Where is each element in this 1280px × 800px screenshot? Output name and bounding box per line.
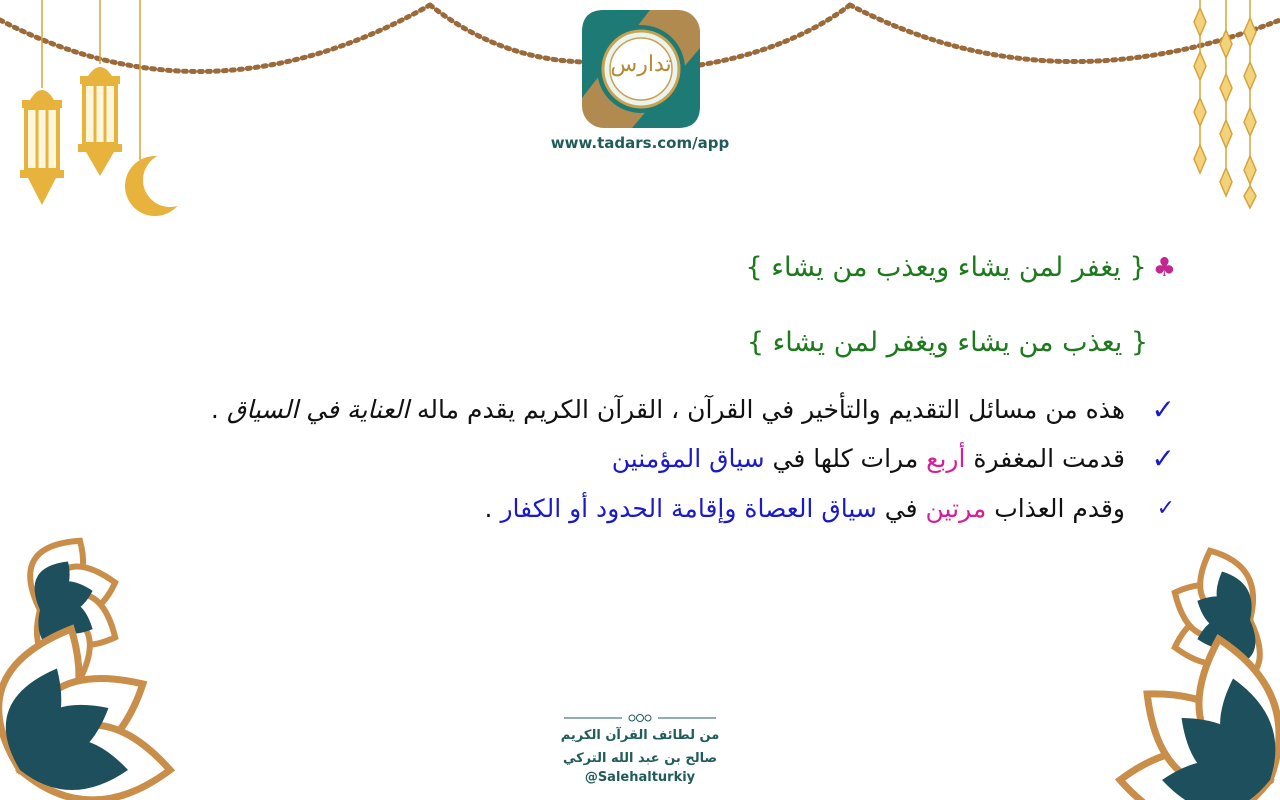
point-2-highlight: أربع (926, 444, 966, 473)
footer-author: صالح بن عبد الله التركي (562, 751, 718, 766)
club-bullet-icon: ♣ (1152, 253, 1176, 283)
verse-line-2: { يعذب من يشاء ويغفر لمن يشاء } (746, 327, 1148, 358)
footer-handle: @Salehalturkiy (584, 770, 696, 785)
floral-corner-left-icon (0, 520, 210, 800)
point-1-emphasis: العناية في السياق (226, 395, 410, 424)
point-3-highlight: مرتين (925, 494, 987, 523)
site-url: www.tadars.com/app (550, 134, 730, 152)
point-3 (484, 494, 1175, 523)
point-2 (611, 442, 1175, 475)
lantern-icon (78, 67, 122, 176)
point-1-end: . (210, 395, 227, 424)
verse-1-text: { يغفر لمن يشاء ويعذب من يشاء } (745, 252, 1147, 283)
ornamental-divider-icon (560, 712, 720, 724)
logo-calligraphy: تدارس (610, 52, 672, 77)
point-2-text: قدمت المغفرة (965, 444, 1125, 473)
checkmark-icon: ✓ (1151, 393, 1175, 426)
point-2-context: سياق المؤمنين (611, 444, 765, 473)
checkmark-icon: ✓ (1156, 496, 1175, 521)
point-3-middle: في (876, 494, 926, 523)
floral-corner-right-icon (1080, 520, 1280, 800)
checkmark-icon: ✓ (1151, 442, 1175, 475)
point-2-middle: مرات كلها في (764, 444, 927, 473)
point-1 (210, 393, 1175, 426)
point-3-text: وقدم العذاب (986, 494, 1125, 523)
tadars-logo (580, 8, 702, 130)
point-3-context: سياق العصاة وإقامة الحدود أو الكفار (500, 494, 877, 523)
point-1-text: هذه من مسائل التقديم والتأخير في القرآن ، القرآن الكريم يقدم ماله (409, 395, 1125, 424)
point-3-end: . (484, 494, 501, 523)
lantern-icon (20, 90, 64, 205)
hanging-ornaments-icon (1194, 0, 1256, 208)
crescent-moon-icon (125, 153, 197, 216)
verse-line-1 (746, 252, 1176, 283)
footer (560, 712, 720, 785)
footer-series-title: من لطائف القرآن الكريم (560, 728, 720, 743)
